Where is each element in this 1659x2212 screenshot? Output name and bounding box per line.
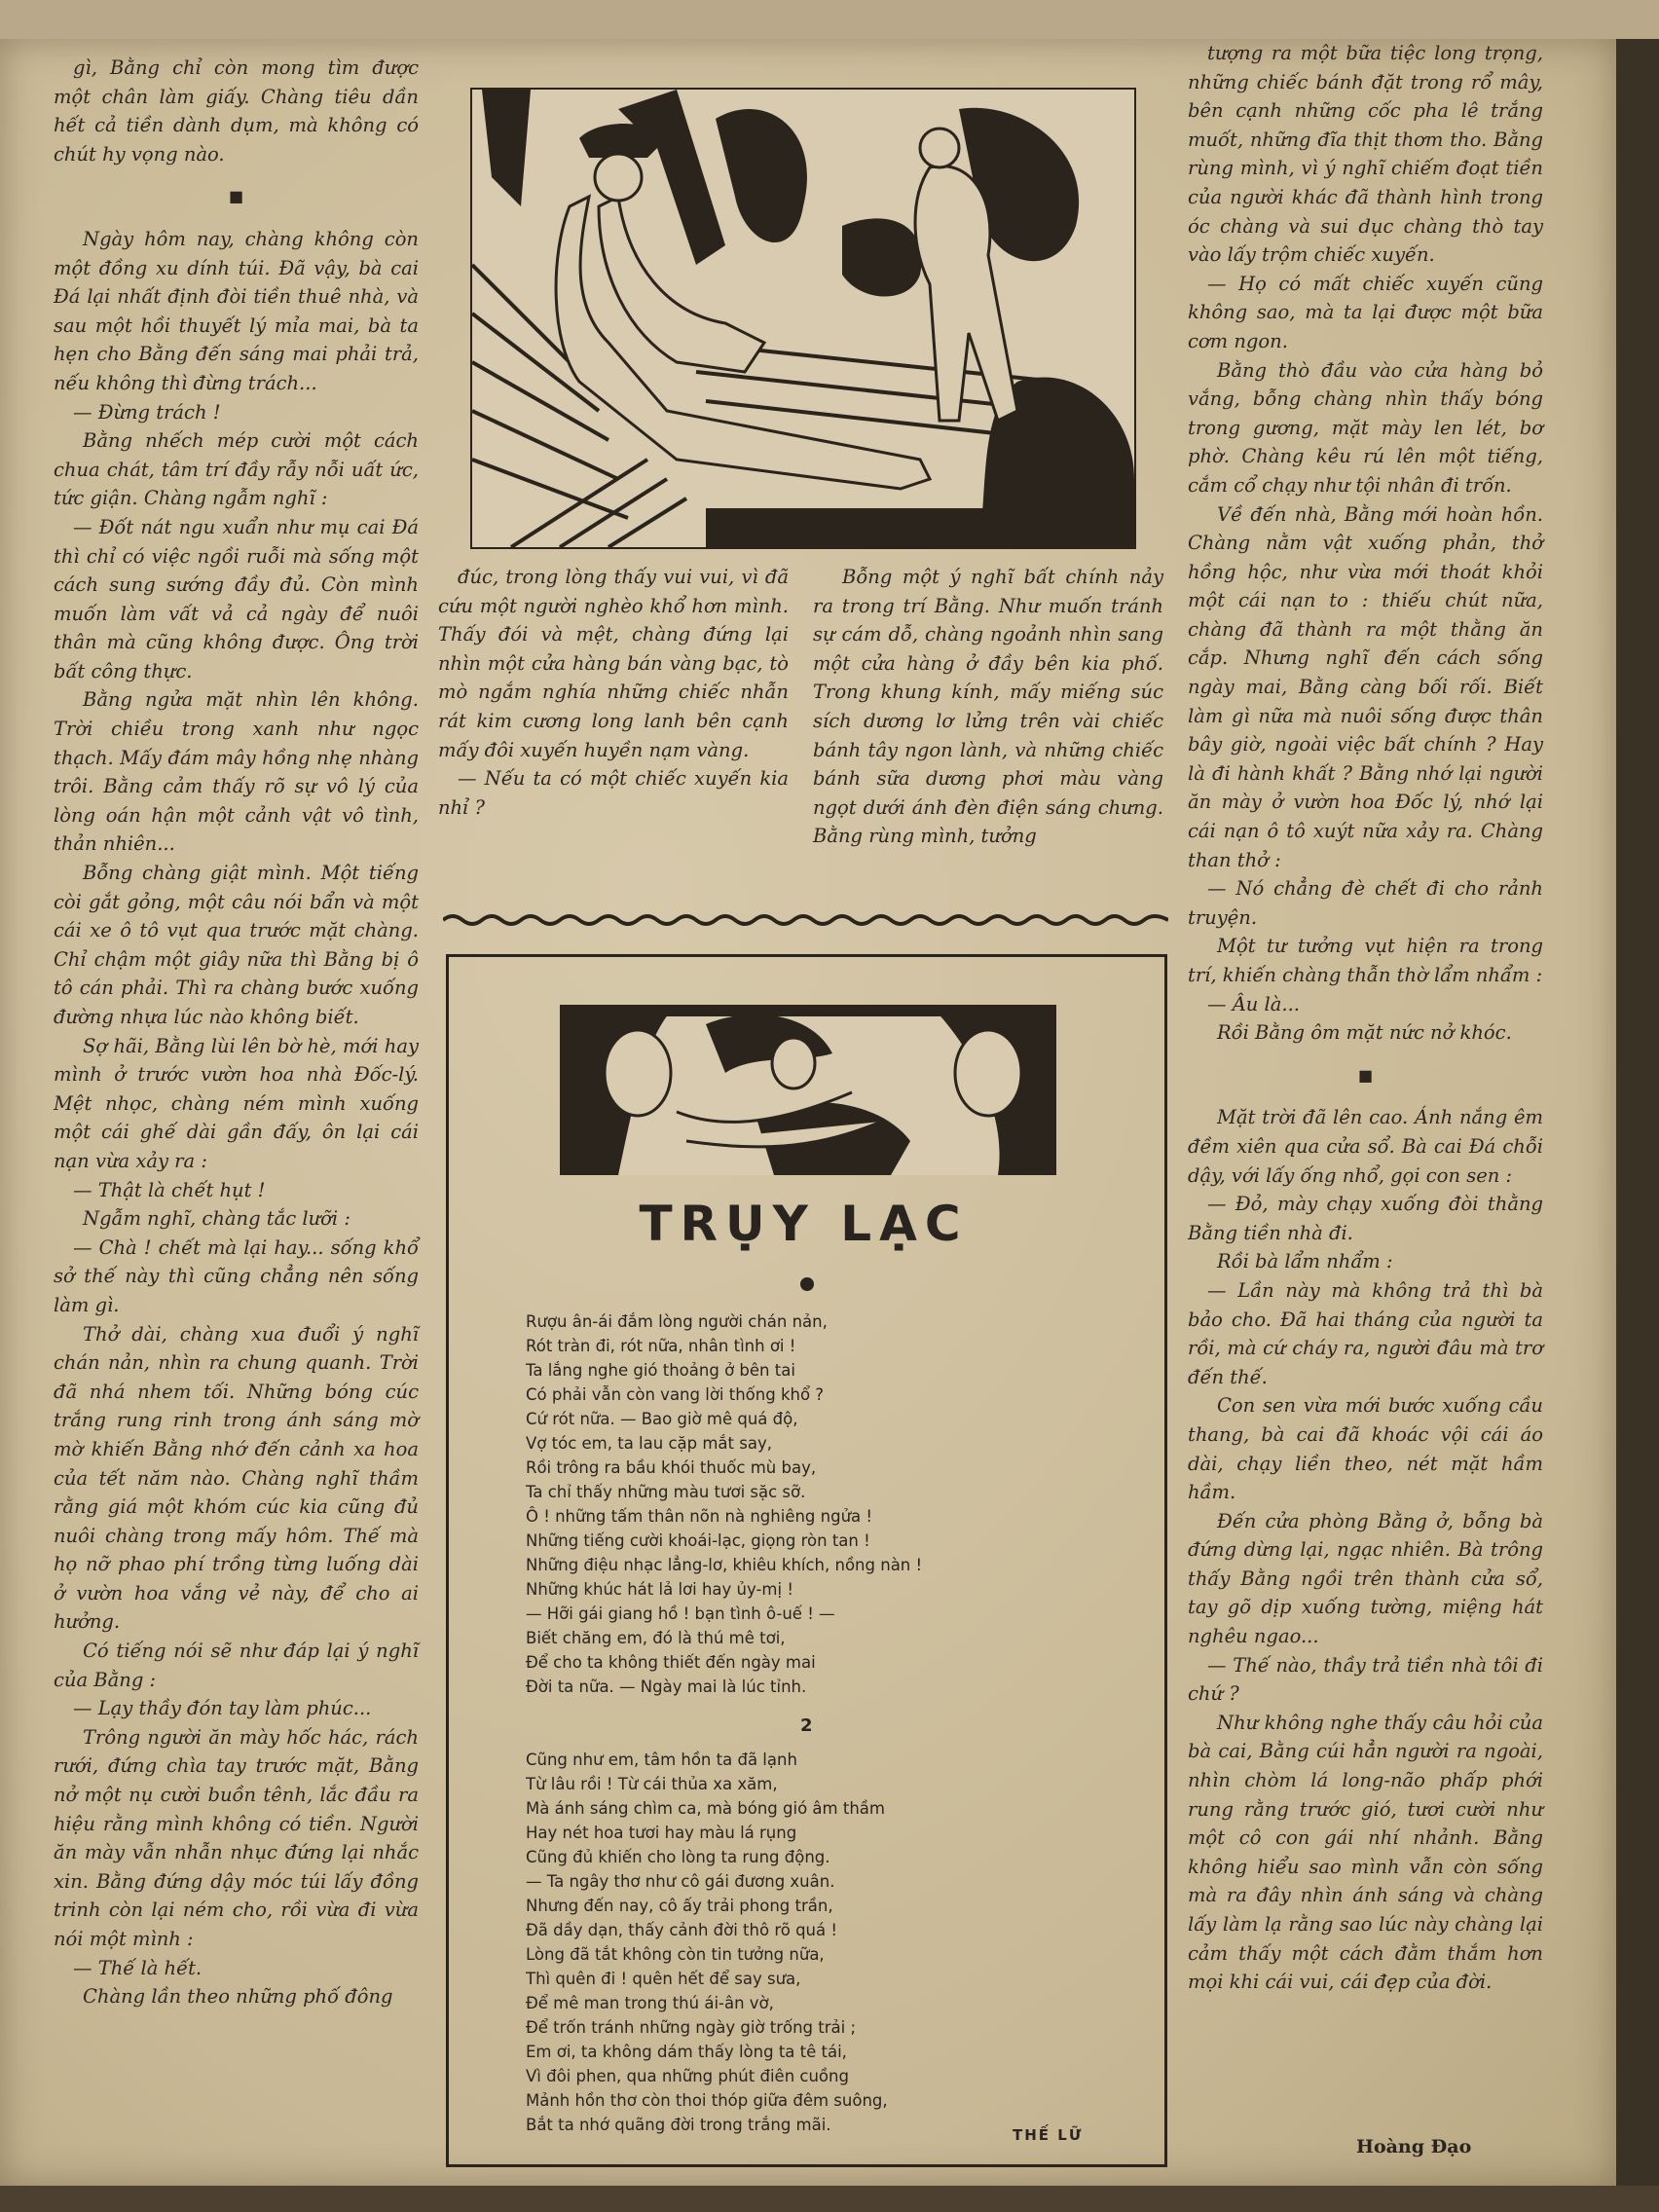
- story-paragraph: — Chà ! chết mà lại hay... sống khổ sở thế này thì cũng chẳng nên sống làm gì.: [54, 1235, 419, 1316]
- story-column-right: [1188, 39, 1543, 1997]
- poem-line: Thì quên đi ! quên hết để say sưa,: [526, 1970, 801, 1988]
- scan-top-edge: [0, 0, 1659, 39]
- story-paragraph: Chàng lần theo những phố đông: [83, 1985, 393, 2009]
- story-paragraph: gì, Bằng chỉ còn mong tìm được một chân làm giấy. Chàng tiêu dần hết cả tiền dành dụm, mà không có chút hy vọng nào.: [54, 56, 419, 166]
- story-paragraph: Bằng thò đầu vào cửa hàng bỏ vắng, bỗng chàng nhìn thấy bóng trong gương, mặt mày len lét, bơ phờ. Chàng kêu rú lên một tiếng, cắm cổ chạy như tội nhân đi trốn.: [1188, 358, 1543, 497]
- poem-line: Để cho ta không thiết đến ngày mai: [526, 1653, 816, 1672]
- story-author: Hoàng Đạo: [1356, 2136, 1472, 2157]
- story-paragraph: — Lần này mà không trả thì bà bảo cho. Đã hai tháng của người ta rồi, mà cứ cháy ra, người đâu mà trơ đến thế.: [1188, 1278, 1543, 1388]
- poem-line: Ta chỉ thấy những màu tươi sặc sỡ.: [526, 1483, 806, 1501]
- poem-line: Lòng đã tắt không còn tin tưởng nữa,: [526, 1945, 825, 1964]
- story-paragraph: — Họ có mất chiếc xuyến cũng không sao, mà ta lại được một bữa cơm ngon.: [1188, 272, 1543, 352]
- poem-line: Những điệu nhạc lẳng-lơ, khiêu khích, nồng nàn !: [526, 1556, 923, 1574]
- story-paragraph: Trông người ăn mày hốc hác, rách rưới, đứng chìa tay trước mặt, Bằng nở một nụ cười buồn tênh, lắc đầu ra hiệu rằng mình không có tiền. Người ăn mày vẫn nhẫn nhục đứng lại nhắc xin. Bằng đứng dậy móc túi lấy đồng trinh còn lại ném cho, rồi vừa đi vừa nói một mình :: [54, 1725, 419, 1950]
- story-illustration: [470, 88, 1136, 549]
- story-paragraph: — Nó chẳng đè chết đi cho rảnh truyện.: [1188, 877, 1543, 929]
- poem-author: THẾ LỮ: [1013, 2126, 1084, 2144]
- story-column-left: [54, 54, 419, 2011]
- story-paragraph: Bỗng chàng giật mình. Một tiếng còi gắt gỏng, một câu nói bẩn và một cái xe ô tô vụt qua trước mặt chàng. Chỉ chậm một giây nữa thì Bằng bị ô tô cán phải. Thì ra chàng bước xuống đường nhựa lúc nào không biết.: [54, 862, 419, 1028]
- scan-bottom-edge: [0, 2186, 1659, 2212]
- stanza-number: 2: [800, 1715, 813, 1736]
- poem-line: Để trốn tránh những ngày giờ trống trải ;: [526, 2018, 857, 2037]
- story-paragraph: Bằng ngửa mặt nhìn lên không. Trời chiều trong xanh như ngọc thạch. Mấy đám mây hồng nhẹ nhàng trôi. Bằng cảm thấy rõ sự vô lý của lòng oán hận một cảnh vật vô tình, thản nhiên...: [54, 688, 419, 856]
- poem-line: Vì đôi phen, qua những phút điên cuồng: [526, 2067, 849, 2085]
- story-paragraph: Đến cửa phòng Bằng ở, bỗng bà đứng dừng lại, ngạc nhiên. Bà trông thấy Bằng ngồi trên thành cửa sổ, tay gõ dịp xuống tường, miệng hát nghêu ngao...: [1188, 1509, 1543, 1648]
- story-paragraph: Bằng nhếch mép cười một cách chua chát, tâm trí đầy rẫy nỗi uất ức, tức giận. Chàng ngẫm nghĩ :: [54, 429, 419, 510]
- poem-line: Ô ! những tấm thân nõn nà nghiêng ngửa !: [526, 1507, 873, 1526]
- poem-line: Mà ánh sáng chìm ca, mà bóng gió âm thầm: [526, 1799, 885, 1818]
- story-paragraph: — Thế là hết.: [73, 1956, 203, 1979]
- poem-line: Bắt ta nhớ quãng đời trong trắng mãi.: [526, 2116, 831, 2134]
- poem-stanza-2: [526, 1748, 1149, 2137]
- story-paragraph: Rồi bà lẩm nhẩm :: [1217, 1250, 1393, 1273]
- poem-line: Rồi trông ra bầu khói thuốc mù bay,: [526, 1458, 817, 1477]
- poem-line: Mảnh hồn thơ còn thoi thóp giữa đêm suông,: [526, 2091, 888, 2110]
- story-paragraph: Một tư tưởng vụt hiện ra trong trí, khiến chàng thẫn thờ lẩm nhẩm :: [1188, 935, 1543, 986]
- poem-line: Từ lâu rồi ! Từ cái thủa xa xăm,: [526, 1775, 778, 1793]
- poem-line: — Ta ngây thơ như cô gái đương xuân.: [526, 1872, 835, 1891]
- story-paragraph: Con sen vừa mới bước xuống cầu thang, bà cai đã khoác vội cái áo dài, chạy liền theo, nét mặt hầm hầm.: [1188, 1394, 1543, 1504]
- story-paragraph: Sợ hãi, Bằng lùi lên bờ hè, mới hay mình ở trước vườn hoa nhà Đốc-lý. Mệt nhọc, chàng ném mình xuống một cái ghế dài gần đấy, ôn lại cái nạn vừa xảy ra :: [54, 1034, 419, 1172]
- poem-line: Cũng đủ khiến cho lòng ta rung động.: [526, 1848, 830, 1866]
- story-paragraph: Về đến nhà, Bằng mới hoàn hồn. Chàng nằm vật xuống phản, thở hồng hộc, như vừa mới thoát khỏi một cái nạn to : thiếu chút nữa, chàng đã thành ra một thằng ăn cắp. Nhưng nghĩ đến cách sống ngày mai, Bằng càng bối rối. Biết làm gì nữa mà nuôi sống được thân bây giờ, ngoài việc bất chính ? Hay là đi hành khất ? Bằng nhớ lại người ăn mày ở vườn hoa Đốc lý, nhớ lại cái nạn ô tô xuýt nữa xảy ra. Chàng than thở :: [1188, 502, 1543, 871]
- story-paragraph: — Đốt nát ngu xuẩn như mụ cai Đá thì chỉ có việc ngồi ruỗi mà sống một cách sung sướng đầy đủ. Còn mình muốn làm vất vả cả ngày để nuôi thân mà cũng không được. Ông trời bất công thực.: [54, 515, 419, 682]
- story-paragraph: — Đừng trách !: [73, 400, 221, 424]
- ornament-dot-icon: [800, 1277, 814, 1291]
- wavy-divider: [443, 910, 1168, 930]
- poem-title: TRỤY LẠC: [639, 1196, 969, 1252]
- poem-line: Em ơi, ta không dám thấy lòng ta tê tái,: [526, 2043, 847, 2061]
- poem-stanza-1: [526, 1309, 1149, 1699]
- story-paragraph: — Âu là...: [1207, 992, 1300, 1015]
- poem-line: Hay nét hoa tươi hay màu lá rụng: [526, 1824, 797, 1842]
- poem-line: Cũng như em, tâm hồn ta đã lạnh: [526, 1751, 797, 1769]
- poem-line: Ta lắng nghe gió thoảng ở bên tai: [526, 1361, 795, 1380]
- story-paragraph: Thở dài, chàng xua đuổi ý nghĩ chán nản, nhìn ra chung quanh. Trời đã nhá nhem tối. Những bóng cúc trắng rung rinh trong ánh sáng mờ mờ khiến Bằng nhớ đến cảnh xa hoa của tết năm nào. Chàng nghĩ thầm rằng giá một khóm cúc kia cũng đủ nuôi chàng trong mấy hôm. Thế mà họ nỡ phao phí trồng từng luống dài ở vườn hoa vắng vẻ này, để cho ai hưởng.: [54, 1322, 419, 1634]
- poem-line: Những khúc hát lả lơi hay ủy-mị !: [526, 1580, 793, 1599]
- dancers-illustration-icon: [560, 1005, 1056, 1175]
- story-paragraph: — Đỏ, mày chạy xuống đòi thằng Bằng tiền nhà đi.: [1188, 1193, 1543, 1244]
- poem-line: Rượu ân-ái đắm lòng người chán nản,: [526, 1312, 828, 1331]
- poem-line: Đã dầy dạn, thấy cảnh đời thô rõ quá !: [526, 1921, 837, 1939]
- story-paragraph: Có tiếng nói sẽ như đáp lại ý nghĩ của Bằng :: [54, 1640, 419, 1691]
- poem-line: Rót tràn đi, rót nữa, nhân tình ơi !: [526, 1337, 796, 1355]
- poem-illustration: [560, 1005, 1056, 1175]
- poem-line: Nhưng đến nay, cô ấy trải phong trần,: [526, 1897, 833, 1915]
- poem-line: Có phải vẫn còn vang lời thống khổ ?: [526, 1385, 825, 1404]
- story-paragraph: — Thật là chết hụt !: [73, 1178, 266, 1201]
- woodcut-illustration-icon: [472, 90, 1134, 547]
- section-separator: ■: [228, 187, 244, 206]
- story-paragraph: Ngày hôm nay, chàng không còn một đồng xu dính túi. Đã vậy, bà cai Đá lại nhất định đòi tiền thuê nhà, và sau một hồi thuyết lý mỉa mai, bà ta hẹn cho Bằng đến sáng mai phải trả, nếu không thì đừng trách...: [54, 227, 419, 394]
- story-column-mid-b: [813, 563, 1163, 851]
- story-paragraph: — Lạy thầy đón tay làm phúc...: [73, 1697, 372, 1720]
- story-paragraph: đúc, trong lòng thấy vui vui, vì đã cứu một người nghèo khổ hơn mình. Thấy đói và mệt, chàng đứng lại nhìn một cửa hàng bán vàng bạc, tò mò ngắm nghía những chiếc nhẫn rát kim cương long lanh bên cạnh mấy đôi xuyến huyền nạm vàng.: [438, 566, 789, 761]
- poem-line: Cứ rót nữa. — Bao giờ mê quá độ,: [526, 1410, 798, 1428]
- poem-line: Đời ta nữa. — Ngày mai là lúc tỉnh.: [526, 1677, 807, 1696]
- poem-line: — Hỡi gái giang hồ ! bạn tình ô-uế ! —: [526, 1604, 835, 1623]
- story-paragraph: tượng ra một bữa tiệc long trọng, những chiếc bánh đặt trong rổ mây, bên cạnh những cốc pha lê trắng muốt, những đĩa thịt thơm tho. Bằng rùng mình, vì ý nghĩ chiếm đoạt tiền của người khác đã thành hình trong óc chàng và sui dục chàng thò tay vào lấy trộm chiếc xuyến.: [1188, 42, 1543, 267]
- story-paragraph: Mặt trời đã lên cao. Ánh nắng êm đềm xiên qua cửa sổ. Bà cai Đá chỗi dậy, với lấy ống nhổ, gọi con sen :: [1188, 1106, 1543, 1187]
- story-paragraph: Bỗng một ý nghĩ bất chính nảy ra trong trí Bằng. Như muốn tránh sự cám dỗ, chàng ngoảnh nhìn sang một cửa hàng ở đầy bên kia phố. Trong khung kính, mấy miếng súc sích dương lơ lửng trên vài chiếc bánh tây ngon lành, và những chiếc bánh sữa dương phơi màu vàng ngọt dưới ánh đèn điện sáng chưng. Bằng rùng mình, tưởng: [813, 566, 1163, 848]
- poem-line: Biết chăng em, đó là thú mê tơi,: [526, 1629, 786, 1647]
- story-paragraph: Ngẫm nghĩ, chàng tắc lưỡi :: [83, 1207, 350, 1231]
- poem-line: Vợ tóc em, ta lau cặp mắt say,: [526, 1434, 772, 1453]
- poem-line: Để mê man trong thú ái-ân vờ,: [526, 1994, 774, 2012]
- story-paragraph: — Nếu ta có một chiếc xuyến kia nhỉ ?: [438, 767, 789, 819]
- story-paragraph: Rồi Bằng ôm mặt nức nở khóc.: [1217, 1021, 1512, 1045]
- poem-line: Những tiếng cười khoái-lạc, giọng ròn tan !: [526, 1531, 870, 1550]
- story-paragraph: — Thế nào, thầy trả tiền nhà tôi đi chứ ?: [1188, 1653, 1543, 1706]
- story-column-mid-a: [438, 563, 789, 822]
- story-paragraph: Như không nghe thấy câu hỏi của bà cai, Bằng cúi hẳn người ra ngoài, nhìn chòm lá long-não phấp phới rung rằng trước gió, tươi cười như một cô con gái nhí nhảnh. Bằng không hiểu sao mình vẫn còn sống mà ra đây nhìn ánh sáng và chàng lấy làm lạ rằng sao lúc này chàng lại cảm thấy một cách đằm thắm hơn mọi khi cái vui, cái đẹp của đời.: [1188, 1711, 1543, 1994]
- section-separator: ■: [1357, 1065, 1374, 1085]
- scan-right-edge: [1616, 39, 1659, 2212]
